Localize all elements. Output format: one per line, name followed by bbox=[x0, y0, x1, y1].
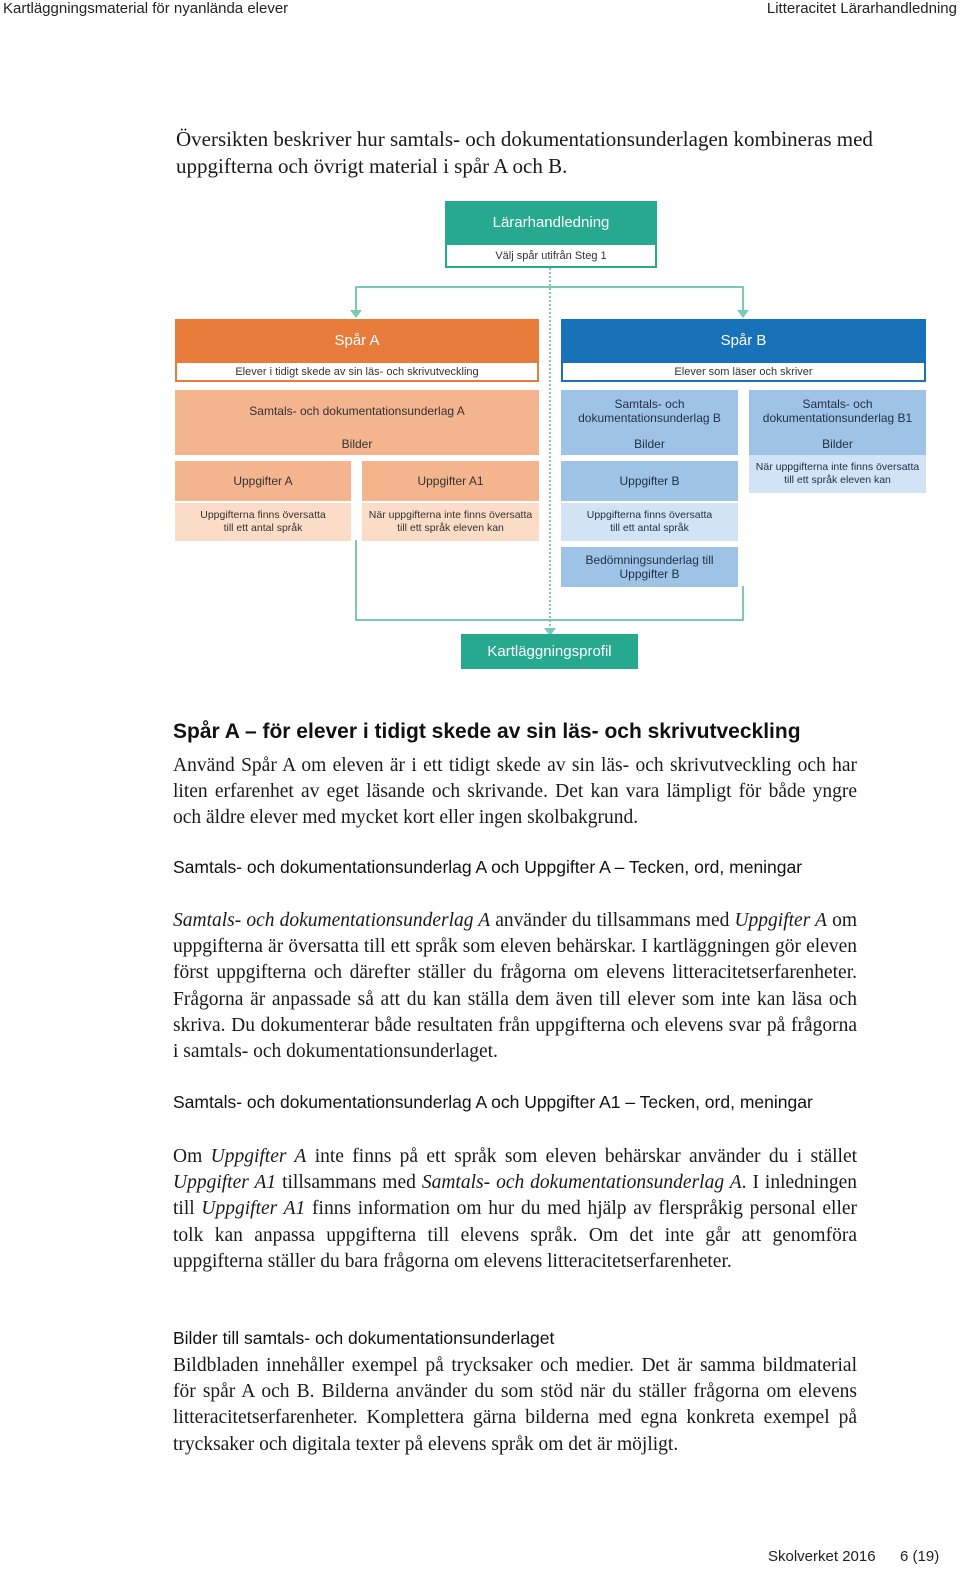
arrow-b-icon bbox=[737, 310, 749, 318]
sub2-text-3: inte finns på ett språk som eleven behärskar använder du i stället bbox=[306, 1146, 858, 1167]
footer-page-number: 6 (19) bbox=[900, 1548, 940, 1565]
task-a1-box: Uppgifter A1 bbox=[362, 461, 539, 501]
assessment-box: Bedömningsunderlag till Uppgifter B bbox=[561, 547, 738, 587]
track-b1-images-box: Bilder bbox=[749, 432, 926, 455]
track-a-subtitle: Elever i tidigt skede av sin läs- och skrivutveckling bbox=[175, 361, 539, 382]
sub3-paragraph: Bildbladen innehåller exempel på trycksaker och medier. Det är samma bildmaterial för spår A och B. Bilderna använder du som stöd när du ställer frågorna om elevens litteracitetserfarenheter. Komplettera gärna bilderna med egna konkreta exempel på trycksaker och digitala texter på elevens språk om det är möjligt. bbox=[173, 1355, 857, 1455]
track-b-subtitle: Elever som läser och skriver bbox=[561, 361, 926, 382]
connector-a bbox=[355, 286, 357, 310]
sub3-heading: Bilder till samtals- och dokumentationsunderlaget bbox=[173, 1328, 555, 1348]
intro-paragraph: Översikten beskriver hur samtals- och dokumentationsunderlagen kombineras med uppgifterna och övrigt material i spår A och B. bbox=[176, 127, 873, 178]
running-header-left: Kartläggningsmaterial för nyanlända elever bbox=[3, 0, 289, 17]
arrow-a-icon bbox=[350, 310, 362, 318]
connector-bottom bbox=[355, 619, 744, 621]
sub1-text-2: använder du tillsammans med bbox=[490, 910, 735, 931]
track-b-images-box: Bilder bbox=[561, 432, 738, 455]
track-b1-doc-box: Samtals- och dokumentationsunderlag B1 bbox=[749, 390, 926, 432]
footer-publisher: Skolverket 2016 bbox=[768, 1548, 876, 1565]
sub2-text-1: Om bbox=[173, 1146, 211, 1167]
sub2-italic-3: Samtals- och dokumentationsunderlag A bbox=[421, 1172, 742, 1194]
task-a-note: Uppgifterna finns översatta till ett antal språk bbox=[175, 503, 351, 541]
task-b-note: Uppgifterna finns översatta till ett antal språk bbox=[561, 503, 738, 541]
task-b-box: Uppgifter B bbox=[561, 461, 738, 501]
track-a-images-box: Bilder bbox=[175, 432, 539, 455]
choose-track-box: Välj spår utifrån Steg 1 bbox=[445, 243, 657, 268]
sub2-paragraph bbox=[173, 1144, 857, 1275]
mapping-profile-box: Kartläggningsprofil bbox=[461, 634, 638, 669]
section-a-paragraph: Använd Spår A om eleven är i ett tidigt skede av sin läs- och skrivutveckling och har liten erfarenhet av eget läsande och skrivande. Det kan vara lämpligt för både yngre och äldre elever med mycket kort eller ingen skolbakgrund. bbox=[173, 755, 857, 829]
sub2-italic-4: Uppgifter A1 bbox=[201, 1198, 306, 1220]
sub2-italic-2: Uppgifter A1 bbox=[173, 1172, 277, 1194]
sub1-paragraph bbox=[173, 908, 857, 1065]
sub2-text-7: . I inledningen till bbox=[173, 1172, 857, 1220]
connector-center-dotted bbox=[549, 268, 551, 630]
sub1-italic-doc: Samtals- och dokumentationsunderlag A bbox=[173, 910, 491, 931]
running-header-right: Litteracitet Lärarhandledning bbox=[766, 0, 957, 17]
task-a-box: Uppgifter A bbox=[175, 461, 351, 501]
sub1-heading: Samtals- och dokumentationsunderlag A och Uppgifter A – Tecken, ord, meningar bbox=[173, 857, 803, 877]
sub2-text-9: finns information om hur du med hjälp av flerspråkig personal eller tolk kan anpassa uppgifterna till elevens språk. Om det inte går att genomföra uppgifterna ställer du bara frågorna om elevens litteracitetserfarenheter. bbox=[173, 1198, 858, 1272]
connector-b-bottom bbox=[742, 586, 744, 620]
sub1-italic-task: Uppgifter A bbox=[734, 910, 827, 931]
sub2-heading: Samtals- och dokumentationsunderlag A och Uppgifter A1 – Tecken, ord, meningar bbox=[173, 1092, 813, 1112]
track-b-doc-box: Samtals- och dokumentationsunderlag B bbox=[561, 390, 738, 432]
track-b-title: Spår B bbox=[561, 319, 926, 361]
connector-b bbox=[742, 286, 744, 310]
sub1-text-4: om uppgifterna är översatta till ett språk som eleven behärskar. I kartläggningen gör eleven först uppgifterna och därefter ställer du frågorna om elevens litteracitetserfarenheter. Frågorna är anpassade så att du kan ställa dem även till elever som inte kan läsa och skriva. Du dokumenterar både resultaten från uppgifterna och elevens svar på frågorna i samtals- och dokumentationsunderlaget. bbox=[173, 910, 857, 1063]
connector-a-bottom bbox=[355, 540, 357, 620]
track-a-title: Spår A bbox=[175, 319, 539, 361]
sub2-text-5: tillsammans med bbox=[276, 1172, 422, 1194]
teacher-guide-box: Lärarhandledning bbox=[445, 201, 657, 243]
section-a-heading: Spår A – för elever i tidigt skede av sin läs- och skrivutveckling bbox=[173, 720, 801, 743]
task-a1-note: När uppgifterna inte finns översatta till ett språk eleven kan bbox=[362, 503, 539, 541]
track-a-doc-box: Samtals- och dokumentationsunderlag A bbox=[175, 390, 539, 432]
task-b1-note: När uppgifterna inte finns översatta till ett språk eleven kan bbox=[749, 455, 926, 493]
sub2-italic-1: Uppgifter A bbox=[210, 1146, 307, 1167]
